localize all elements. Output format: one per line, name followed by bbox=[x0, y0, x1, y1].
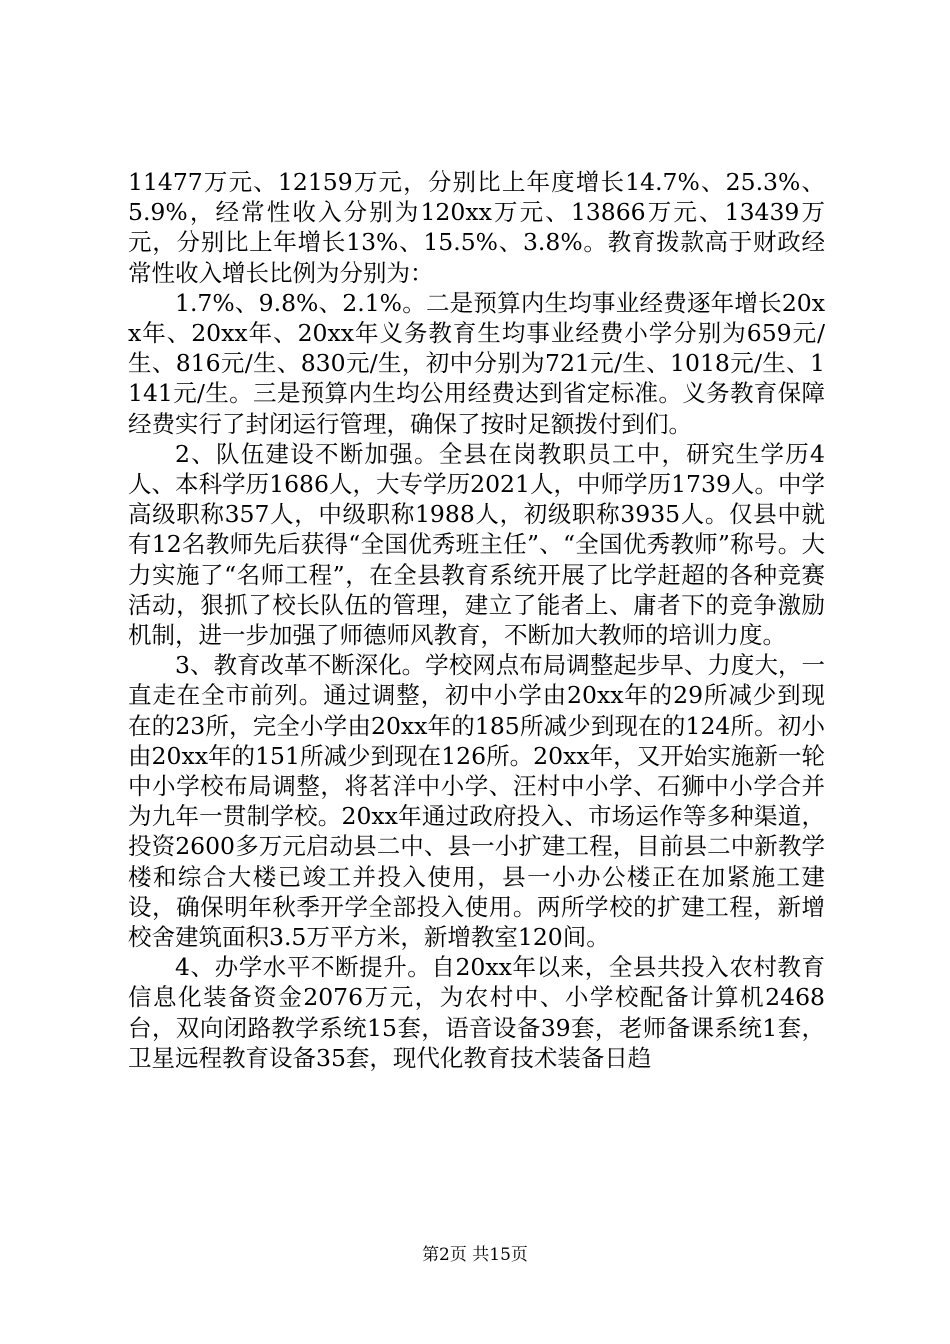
paragraph-team-building: 2、队伍建设不断加强。全县在岗教职员工中，研究生学历4人、本科学历1686人，大专学历2021人，中师学历1739人。中学高级职称357人，中级职称1988人，初级职称3935人。仅县中就有12名教师先后获得“全国优秀班主任”、“全国优秀教师”称号。大力实施了“名师工程”，在全县教育系统开展了比学赶超的各种竞赛活动，狠抓了校长队伍的管理，建立了能者上、庸者下的竞争激励机制，进一步加强了师德师风教育，不断加大教师的培训力度。 bbox=[128, 439, 825, 650]
page-number-footer: 第2页 共15页 bbox=[422, 1245, 528, 1265]
document-body bbox=[128, 167, 825, 1073]
paragraph-continuation: 11477万元、12159万元，分别比上年度增长14.7%、25.3%、5.9%，经常性收入分别为120xx万元、13866万元、13439万元，分别比上年增长13%、15.5%、3.8%。教育拨款高于财政经常性收入增长比例为分别为： bbox=[128, 168, 825, 287]
paragraph-education-reform: 3、教育改革不断深化。学校网点布局调整起步早、力度大，一直走在全市前列。通过调整，初中小学由20xx年的29所减少到现在的23所，完全小学由20xx年的185所减少到现在的124所。初小由20xx年的151所减少到现在126所。20xx年，又开始实施新一轮中小学校布局调整，将茗洋中小学、汪村中小学、石狮中小学合并为九年一贯制学校。20xx年通过政府投入、市场运作等多种渠道，投资2600多万元启动县二中、县一小扩建工程，目前县二中新教学楼和综合大楼已竣工并投入使用，县一小办公楼正在加紧施工建设，确保明年秋季开学全部投入使用。两所学校的扩建工程，新增校舍建筑面积3.5万平方米，新增教室120间。 bbox=[128, 651, 825, 952]
paragraph-budget-growth: 1.7%、9.8%、2.1%。二是预算内生均事业经费逐年增长20xx年、20xx年、20xx年义务教育生均事业经费小学分别为659元/生、816元/生、830元/生，初中分别为721元/生、1018元/生、1141元/生。三是预算内生均公用经费达到省定标准。义务教育保障经费实行了封闭运行管理，确保了按时足额拨付到们。 bbox=[128, 288, 825, 438]
paragraph-school-level: 4、办学水平不断提升。自20xx年以来，全县共投入农村教育信息化装备资金2076万元，为农村中、小学校配备计算机2468台，双向闭路教学系统15套，语音设备39套，老师备课系统1套，卫星远程教育设备35套，现代化教育技术装备日趋 bbox=[128, 953, 825, 1072]
